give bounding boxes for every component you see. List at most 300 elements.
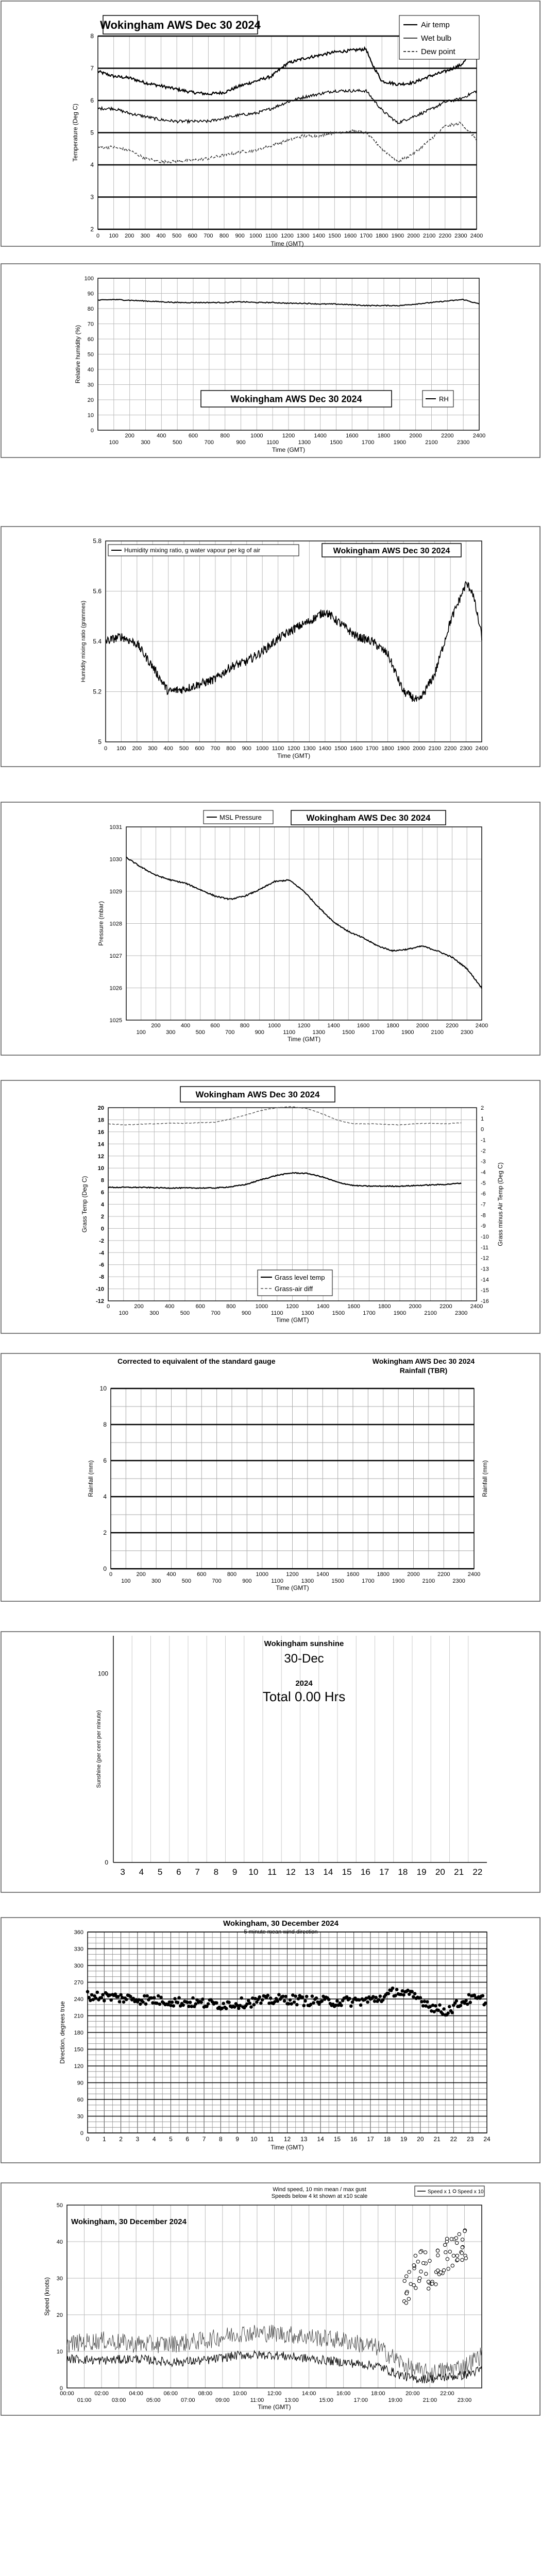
temperature-chart	[0, 0, 541, 247]
x-tick-label: 2300	[460, 745, 472, 752]
x-tick-label: 2300	[454, 1310, 468, 1316]
y-tick-label: 6	[100, 1190, 104, 1196]
chart-note: Corrected to equivalent of the standard gauge	[117, 1357, 276, 1365]
x-tick-label: 100	[119, 1310, 128, 1316]
direction-point	[199, 2001, 203, 2004]
x-tick-label: 1400	[314, 433, 327, 439]
x-tick-label: 300	[151, 1578, 161, 1584]
legend-swatch	[453, 2190, 456, 2193]
direction-point	[320, 1999, 324, 2003]
direction-point	[426, 2000, 429, 2004]
direction-point	[252, 2003, 256, 2007]
x-tick-label: 1200	[287, 745, 300, 752]
x-tick-label: 1300	[301, 1310, 314, 1316]
y-tick-label: 70	[87, 321, 94, 328]
direction-point	[259, 2002, 263, 2005]
x-tick-label: 1000	[255, 1303, 268, 1310]
y2-tick-label: -13	[481, 1266, 489, 1273]
x-tick-label: 04:00	[129, 2391, 143, 2397]
chart-subtitle: 5 minute mean wind direction	[244, 1929, 318, 1935]
x-tick-label: 3	[136, 2136, 140, 2143]
direction-point	[222, 2002, 225, 2005]
grass-title: Wokingham AWS Dec 30 2024	[195, 1090, 320, 1100]
x-tick-label: 20:00	[405, 2391, 420, 2397]
x-tick-label: 2300	[461, 1029, 474, 1036]
direction-point	[101, 1993, 105, 1996]
x-tick-label: 1700	[365, 745, 379, 752]
y2-tick-label: -14	[481, 1277, 489, 1283]
x-tick-label: 15	[342, 1867, 352, 1877]
x-tick-label: 2400	[475, 745, 488, 752]
direction-point	[340, 2004, 343, 2007]
x-tick-label: 2400	[475, 1023, 488, 1029]
y-tick-label: 1026	[109, 985, 122, 992]
direction-point	[289, 1998, 292, 2002]
x-tick-label: 1500	[334, 745, 347, 752]
x-tick-label: 4	[152, 2136, 156, 2143]
direction-point	[177, 1996, 181, 1999]
x-tick-label: 5	[169, 2136, 173, 2143]
x10-scale-point	[436, 2253, 439, 2257]
x-tick-label: 1700	[362, 1578, 375, 1584]
y-tick-label: 210	[74, 2013, 83, 2020]
x10-scale-point	[461, 2258, 464, 2261]
x-tick-label: 400	[156, 233, 166, 239]
sunshine-chart-panel	[0, 1631, 541, 1893]
y-tick-label: 360	[74, 1929, 83, 1936]
x10-scale-point	[456, 2258, 459, 2261]
x-tick-label: 00:00	[60, 2391, 74, 2397]
x10-scale-point	[460, 2251, 463, 2255]
x-tick-label: 2100	[428, 745, 441, 752]
y-tick-label: 330	[74, 1946, 83, 1953]
x-tick-label: 500	[195, 1029, 205, 1036]
x-axis-label: Time (GMT)	[270, 2144, 304, 2151]
x-tick-label: 21:00	[422, 2397, 437, 2403]
x-tick-label: 1300	[301, 1578, 314, 1584]
direction-point	[118, 2000, 122, 2004]
chart-subtitle: Rainfall (TBR)	[399, 1366, 448, 1375]
x-tick-label: 500	[179, 745, 189, 752]
x-tick-label: 1300	[312, 1029, 325, 1036]
direction-point	[295, 2003, 299, 2007]
direction-point	[294, 1994, 297, 1998]
x-tick-label: 600	[195, 1303, 205, 1310]
x-tick-label: 19:00	[388, 2397, 403, 2403]
y-tick-label: 120	[74, 2063, 83, 2070]
y-tick-label: 50	[56, 2202, 63, 2209]
x10-scale-point	[463, 2229, 466, 2232]
x-tick-label: 900	[242, 1578, 252, 1584]
direction-point	[176, 2001, 180, 2005]
x10-scale-point	[458, 2232, 461, 2235]
x-tick-label: 2300	[452, 1578, 465, 1584]
x-tick-label: 700	[211, 1310, 221, 1316]
y2-tick-label: -3	[481, 1159, 486, 1165]
y-tick-label: 1030	[109, 856, 122, 863]
x-tick-label: 800	[226, 1303, 236, 1310]
legend-label: Speed x 10	[458, 2189, 484, 2195]
y-axis-label: Direction, degrees true	[59, 2001, 66, 2064]
x-tick-label: 1600	[346, 433, 359, 439]
x-tick-label: 1000	[268, 1023, 281, 1029]
x-axis-label: Time (GMT)	[272, 446, 306, 453]
x-tick-label: 2200	[438, 233, 451, 239]
direction-point	[387, 1992, 391, 1995]
direction-point	[144, 2002, 148, 2006]
direction-point	[484, 2002, 487, 2005]
x10-scale-point	[439, 2270, 442, 2274]
y-tick-label: -8	[99, 1274, 104, 1281]
x10-scale-point	[418, 2277, 421, 2280]
direction-point	[266, 1994, 270, 1997]
x-tick-label: 2000	[407, 233, 420, 239]
y-axis-label: Temperature (Deg C)	[72, 104, 79, 162]
x-tick-label: 10:00	[232, 2391, 247, 2397]
x-tick-label: 0	[104, 745, 108, 752]
x-tick-label: 18	[383, 2136, 391, 2143]
x-tick-label: 11:00	[250, 2397, 264, 2403]
x-tick-label: 1100	[270, 1310, 283, 1316]
x-tick-label: 22	[472, 1867, 483, 1877]
x-tick-label: 1900	[393, 1310, 407, 1316]
x-tick-label: 10	[248, 1867, 259, 1877]
direction-point	[283, 1999, 286, 2003]
direction-point	[277, 1993, 281, 1996]
x-tick-label: 1100	[265, 233, 278, 239]
x-tick-label: 2	[119, 2136, 123, 2143]
direction-point	[395, 1988, 399, 1991]
direction-point	[438, 2003, 442, 2007]
y-tick-label: 10	[99, 1385, 107, 1392]
x-tick-label: 500	[172, 439, 182, 446]
x-tick-label: 200	[151, 1023, 161, 1029]
x-tick-label: 2000	[409, 433, 422, 439]
x-tick-label: 400	[163, 745, 173, 752]
x-tick-label: 2100	[424, 1310, 437, 1316]
x-tick-label: 14	[323, 1867, 333, 1877]
y-tick-label: 0	[103, 1565, 107, 1572]
x-tick-label: 06:00	[163, 2391, 178, 2397]
y-tick-label: 50	[87, 351, 94, 358]
direction-point	[87, 1996, 91, 1999]
x10-scale-point	[414, 2286, 417, 2290]
x10-scale-point	[407, 2297, 410, 2300]
y2-tick-label: 0	[481, 1126, 484, 1133]
x10-scale-point	[405, 2275, 408, 2278]
x-axis-label: Time (GMT)	[276, 1584, 309, 1591]
y-tick-label: 6	[103, 1457, 107, 1464]
direction-point	[381, 1998, 385, 2002]
x-tick-label: 2100	[425, 439, 438, 446]
y-tick-label: 0	[100, 1226, 104, 1232]
x-tick-label: 1200	[286, 1303, 299, 1310]
x-tick-label: 08:00	[198, 2391, 213, 2397]
sunshine-chart	[0, 1631, 541, 1893]
direction-point	[391, 1987, 395, 1990]
x-tick-label: 300	[149, 1310, 159, 1316]
x-tick-label: 800	[227, 1571, 237, 1578]
x-tick-label: 1100	[283, 1029, 296, 1036]
x10-scale-point	[452, 2254, 455, 2257]
x-tick-label: 1	[102, 2136, 106, 2143]
direction-point	[348, 1997, 351, 2001]
x-tick-label: 400	[180, 1023, 191, 1029]
direction-point	[455, 1999, 459, 2003]
direction-point	[159, 1996, 163, 1999]
y-tick-label: 10	[56, 2349, 63, 2355]
x-tick-label: 1200	[281, 233, 294, 239]
x-tick-label: 600	[210, 1023, 220, 1029]
x10-scale-point	[412, 2264, 415, 2267]
x-tick-label: 400	[157, 433, 166, 439]
direction-point	[116, 1995, 120, 1998]
direction-point	[312, 2001, 315, 2005]
direction-point	[189, 2001, 192, 2004]
x-tick-label: 0	[86, 2136, 90, 2143]
direction-point	[207, 2002, 210, 2006]
y-tick-label: 60	[87, 336, 94, 343]
x-tick-label: 16	[350, 2136, 358, 2143]
x-tick-label: 100	[121, 1578, 131, 1584]
x-tick-label: 2400	[470, 233, 483, 239]
x-tick-label: 1700	[361, 439, 375, 446]
direction-point	[315, 1996, 318, 2000]
x-tick-label: 2200	[439, 1303, 452, 1310]
wind-direction-chart-panel	[0, 1917, 541, 2164]
x-tick-label: 6	[176, 1867, 181, 1877]
x-tick-label: 2300	[457, 439, 470, 446]
x-tick-label: 13	[305, 1867, 315, 1877]
x-tick-label: 1700	[360, 233, 373, 239]
y2-axis-label: Grass minus Air Temp (Deg C)	[497, 1162, 504, 1246]
x-tick-label: 1800	[377, 1571, 390, 1578]
x-tick-label: 900	[242, 745, 251, 752]
y-axis-label: Pressure (mbar)	[97, 901, 105, 946]
x-tick-label: 5	[157, 1867, 163, 1877]
direction-point	[129, 1995, 132, 1998]
x-tick-label: 1600	[357, 1023, 370, 1029]
x-tick-label: 700	[212, 1578, 222, 1584]
x-tick-label: 6	[185, 2136, 190, 2143]
y-axis-label: Relative humidity (%)	[74, 325, 81, 384]
x-tick-label: 800	[220, 433, 230, 439]
direction-point	[125, 1998, 128, 2002]
direction-point	[173, 1997, 177, 2001]
y-tick-label: 4	[103, 1493, 107, 1500]
x-tick-label: 1800	[378, 1303, 391, 1310]
wind-direction-chart	[0, 1917, 541, 2164]
y-tick-label: -2	[99, 1238, 104, 1244]
x-tick-label: 1500	[342, 1029, 355, 1036]
legend-label: RH	[439, 395, 449, 403]
direction-point	[269, 1996, 273, 2000]
direction-point	[468, 2001, 472, 2004]
direction-point	[191, 1996, 195, 2000]
x-tick-label: 14	[317, 2136, 324, 2143]
x-tick-label: 900	[236, 439, 246, 446]
direction-point	[366, 2001, 369, 2004]
x-tick-label: 1300	[296, 233, 310, 239]
y-tick-label: 5	[90, 129, 94, 137]
chart-title: Wokingham, 30 December 2024	[223, 1919, 339, 1928]
y-tick-label: 30	[56, 2276, 63, 2282]
direction-point	[276, 1999, 279, 2003]
wind-speed-chart	[0, 2182, 541, 2416]
x10-scale-point	[455, 2254, 459, 2257]
x-tick-label: 9	[235, 2136, 239, 2143]
y-tick-label: 90	[87, 291, 94, 297]
direction-point	[201, 1997, 205, 2001]
x-tick-label: 1100	[271, 1578, 283, 1584]
chart-title: Wokingham sunshine	[264, 1639, 344, 1648]
x-tick-label: 3	[120, 1867, 125, 1877]
x-tick-label: 15	[333, 2136, 341, 2143]
x-tick-label: 600	[188, 233, 197, 239]
x-tick-label: 1900	[397, 745, 410, 752]
direction-point	[442, 2007, 446, 2011]
mixing-ratio-chart	[0, 526, 541, 768]
y-tick-label: 2	[103, 1529, 107, 1536]
chart-title: Wokingham, 30 December 2024	[71, 2217, 187, 2226]
y-axis-label: Humidity mixing ratio (grammes)	[80, 600, 87, 683]
direction-point	[86, 1990, 90, 1994]
x10-scale-point	[405, 2292, 408, 2295]
x-tick-label: 1500	[330, 439, 343, 446]
y2-tick-label: -11	[481, 1244, 489, 1251]
direction-point	[327, 1998, 331, 2002]
y-tick-label: 20	[56, 2312, 63, 2318]
x-tick-label: 1600	[344, 233, 357, 239]
direction-point	[459, 2004, 463, 2007]
x-tick-label: 1000	[250, 433, 263, 439]
x-tick-label: 1100	[266, 439, 279, 446]
x-tick-label: 23	[467, 2136, 474, 2143]
y-tick-label: 7	[90, 64, 94, 72]
y-tick-label: 2	[90, 226, 94, 233]
x-tick-label: 1500	[331, 1578, 344, 1584]
y-tick-label: 1031	[109, 824, 122, 831]
x-tick-label: 2100	[422, 1578, 435, 1584]
y-tick-label: 100	[84, 276, 94, 282]
y-tick-label: 5	[98, 738, 102, 745]
x-tick-label: 1400	[327, 1023, 340, 1029]
y-tick-label: 20	[87, 397, 94, 403]
temperature-chart-panel	[0, 0, 541, 247]
direction-point	[351, 2001, 354, 2004]
x-tick-label: 23:00	[457, 2397, 472, 2403]
x-tick-label: 2000	[416, 1023, 429, 1029]
x-tick-label: 700	[210, 745, 221, 752]
x-tick-label: 200	[136, 1571, 146, 1578]
x10-scale-point	[444, 2250, 447, 2253]
y-tick-label: 60	[77, 2097, 83, 2103]
direction-point	[249, 2005, 253, 2009]
y-tick-label: 8	[90, 32, 94, 40]
x10-scale-point	[461, 2238, 464, 2241]
x10-scale-point	[425, 2272, 428, 2275]
y-tick-label: 270	[74, 1979, 83, 1986]
x-tick-label: 1800	[381, 745, 394, 752]
y-tick-label: 8	[100, 1177, 104, 1184]
x-tick-label: 600	[197, 1571, 207, 1578]
direction-point	[419, 1996, 422, 1999]
x-tick-label: 12:00	[267, 2391, 282, 2397]
x10-scale-point	[419, 2270, 422, 2273]
x-tick-label: 17	[379, 1867, 390, 1877]
rainfall-chart-panel	[0, 1352, 541, 1602]
chart-title: Wokingham AWS Dec 30 2024	[372, 1357, 475, 1365]
pres-title: Wokingham AWS Dec 30 2024	[306, 813, 431, 823]
x-tick-label: 0	[106, 1303, 110, 1310]
y-tick-label: 18	[97, 1117, 104, 1124]
x-tick-label: 100	[109, 233, 119, 239]
y-tick-label: 40	[56, 2239, 63, 2245]
x-tick-label: 11	[267, 1867, 277, 1877]
y-tick-label: 40	[87, 367, 94, 373]
direction-point	[215, 2001, 218, 2005]
x-tick-label: 16:00	[336, 2391, 351, 2397]
x-tick-label: 2000	[407, 1571, 420, 1578]
legend-label: Air temp	[421, 21, 450, 29]
x-tick-label: 1100	[272, 745, 284, 752]
y-tick-label: 0	[90, 428, 94, 434]
relative-humidity-chart	[0, 263, 541, 459]
y-tick-label: 2	[100, 1213, 104, 1220]
x-tick-label: 19	[416, 1867, 427, 1877]
y-tick-label: 3	[90, 193, 94, 201]
y-tick-label: 30	[87, 382, 94, 388]
x-tick-label: 2200	[437, 1571, 450, 1578]
y-tick-label: 20	[97, 1105, 104, 1111]
direction-point	[100, 1996, 104, 1999]
direction-point	[413, 1992, 417, 1995]
x-tick-label: 07:00	[181, 2397, 195, 2403]
legend-label: Humidity mixing ratio, g water vapour per kg of air	[124, 547, 261, 554]
rh-title: Wokingham AWS Dec 30 2024	[230, 394, 362, 404]
y-axis-label: Sunshine (per cent per minute)	[96, 1710, 102, 1788]
x-tick-label: 20	[435, 1867, 445, 1877]
x-tick-label: 400	[164, 1303, 175, 1310]
x-tick-label: 1000	[249, 233, 262, 239]
y2-tick-label: -6	[481, 1191, 486, 1197]
y-tick-label: -4	[99, 1250, 104, 1257]
direction-point	[464, 1999, 468, 2003]
y-tick-label: -6	[99, 1262, 104, 1268]
chart-subtitle: Speeds below 4 kt shown at x10 scale	[271, 2193, 368, 2199]
direction-point	[172, 2004, 176, 2008]
x10-scale-point	[431, 2282, 434, 2285]
direction-point	[103, 1999, 106, 2003]
x-tick-label: 300	[140, 233, 150, 239]
direction-point	[446, 2011, 450, 2015]
x-tick-label: 2100	[422, 233, 436, 239]
y-tick-label: 240	[74, 1996, 83, 2003]
chart-subtitle: Wind speed, 10 min mean / max gust	[273, 2187, 366, 2193]
y-tick-label: 150	[74, 2046, 83, 2053]
y-tick-label: 300	[74, 1963, 83, 1969]
y2-tick-label: -16	[481, 1298, 489, 1304]
y-tick-label: 1025	[109, 1018, 122, 1024]
x-tick-label: 1900	[391, 233, 404, 239]
y2-tick-label: 1	[481, 1115, 484, 1122]
x-tick-label: 05:00	[146, 2397, 161, 2403]
x-axis-label: Time (GMT)	[277, 752, 311, 759]
x-tick-label: 22:00	[440, 2391, 454, 2397]
y-tick-label: 5.8	[93, 537, 102, 545]
y-tick-label: 5.4	[93, 638, 102, 645]
x10-scale-point	[408, 2270, 411, 2274]
